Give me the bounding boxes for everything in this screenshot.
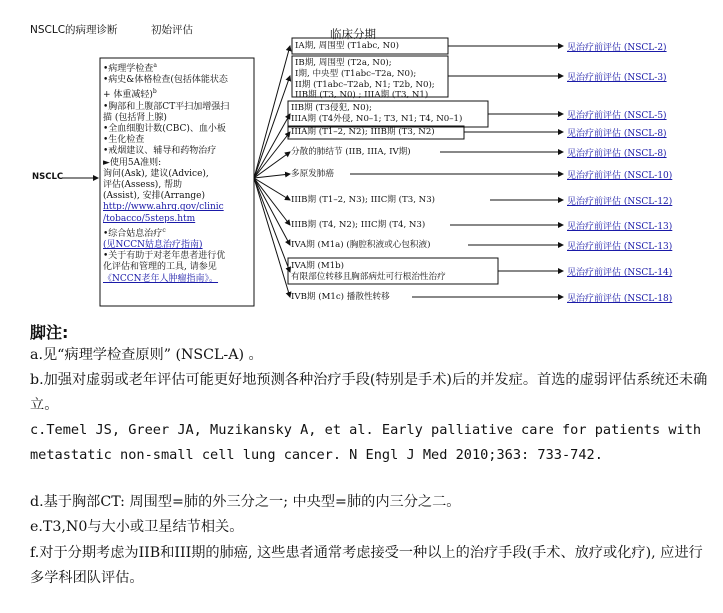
diagnosis-header: NSCLC的病理诊断 (30, 24, 118, 36)
footnote-d: d.基于胸部CT: 周围型=肺的外三分之一; 中央型=肺的内三分之二。 (30, 494, 461, 510)
link-nscl-12[interactable]: 见治疗前评估 (NSCL-12) (567, 197, 673, 207)
stage-iiia-n2: IIIA期 (T1–2, N2); IIIB期 (T3, N2) (291, 127, 435, 137)
list-item: •戒烟建议、辅导和药物治疗 (103, 146, 217, 157)
link-nscl-13b[interactable]: 见治疗前评估 (NSCL-13) (567, 242, 673, 252)
ahrq-link[interactable]: http://www.ahrq.gov/clinic (103, 202, 224, 213)
footnotes-title: 脚注: (30, 323, 69, 342)
list-item: •病史&体格检查(包括体能状态 (103, 75, 228, 86)
list-item: •关于有助于对老年患者进行优 (103, 251, 226, 262)
list-item: •病理学检查$^a$ (103, 62, 157, 74)
list-item: 询问(Ask), 建议(Advice), (103, 168, 209, 179)
list-item: ►使用5A准则: (103, 157, 162, 168)
list-item: •综合姑息治疗$^c$ (103, 226, 166, 239)
palliative-guideline-link[interactable]: (见NCCN姑息治疗指南) (103, 240, 203, 251)
link-nscl-10[interactable]: 见治疗前评估 (NSCL-10) (567, 171, 673, 181)
footnote-e: e.T3,N0与大小或卫星结节相关。 (30, 519, 244, 535)
stage-iib-invasion: IIB期 (T3侵犯, N0); IIIA期 (T4外侵, N0–1; T3, N1; T4, N0–1) (291, 103, 463, 124)
link-nscl-2[interactable]: 见治疗前评估 (NSCL-2) (567, 43, 667, 53)
stage-ia: IA期, 周围型 (T1abc, N0) (295, 41, 399, 51)
stage-iva-m1b: IVA期 (M1b) 有限部位转移且胸部病灶可行根治性治疗 (291, 261, 446, 282)
list-item: 评估(Assess), 帮助 (103, 180, 183, 191)
stage-iiib-t4: IIIB期 (T4, N2); IIIC期 (T4, N3) (291, 220, 426, 230)
geriatric-guideline-link[interactable]: 《NCCN老年人肿瘤指南》。 (103, 273, 219, 284)
ahrq-link-cont[interactable]: /tobacco/5steps.htm (103, 213, 196, 224)
initial-eval-header: 初始评估 (151, 24, 193, 36)
footnote-c: c.Temel JS, Greer JA, Muzikansky A, et al. Early palliative care for patients with metastatic non-small cell lung cancer. N Engl J Med 2010;363: 733-742. (30, 422, 702, 463)
link-nscl-8[interactable]: 见治疗前评估 (NSCL-8) (567, 129, 667, 139)
stage-separate-nodules: 分散的肺结节 (IIB, IIIA, IV期) (291, 147, 411, 157)
footnote-f: f.对于分期考虑为IIB和III期的肺癌, 这些患者通常考虑接受一种以上的治疗手段(手术、放疗或化疗), 应进行多学科团队评估。 (30, 545, 703, 586)
footnote-b: b.加强对虚弱或老年评估可能更好地预测各种治疗手段(特别是手术)后的并发症。首选的虚弱评估系统还未确立。 (30, 372, 708, 413)
clinical-stage-header: 临床分期 (330, 27, 376, 41)
initial-eval-list (103, 60, 229, 285)
link-nscl-5[interactable]: 见治疗前评估 (NSCL-5) (567, 111, 667, 121)
link-nscl-8b[interactable]: 见治疗前评估 (NSCL-8) (567, 149, 667, 159)
link-nscl-13[interactable]: 见治疗前评估 (NSCL-13) (567, 222, 673, 232)
stage-ivb: IVB期 (M1c) 播散性转移 (291, 292, 390, 302)
list-item: •全血细胞计数(CBC)、血小板 (103, 124, 226, 135)
list-item: •生化检查 (103, 135, 145, 146)
stage-iiib-n3: IIIB期 (T1–2, N3); IIIC期 (T3, N3) (291, 195, 436, 205)
link-nscl-3[interactable]: 见治疗前评估 (NSCL-3) (567, 73, 667, 83)
list-item: •胸部和上腹部CT平扫加增强扫 (103, 101, 230, 112)
link-nscl-14[interactable]: 见治疗前评估 (NSCL-14) (567, 268, 673, 278)
list-item: + 体重减轻)$^b$ (103, 88, 157, 101)
list-item: 化评估和管理的工具, 请参见 (103, 262, 217, 273)
list-item: 描 (包括肾上腺) (103, 112, 167, 123)
list-item: (Assist), 安排(Arrange) (103, 191, 205, 202)
nsclc-root-label: NSCLC (32, 172, 64, 182)
stage-ib-group: IB期, 周围型 (T2a, N0); I期, 中央型 (T1abc–T2a, N0); II期 (T1abc–T2ab, N1; T2b, N0); IIB期 (T3, N0) ; IIIA期 (T3, N1) (295, 58, 435, 101)
link-nscl-18[interactable]: 见治疗前评估 (NSCL-18) (567, 294, 673, 304)
stage-iva-m1a: IVA期 (M1a) (胸腔积液或心包积液) (291, 240, 431, 250)
stage-multiple-primary: 多原发肺癌 (291, 169, 334, 179)
footnote-a: a.见“病理学检查原则” (NSCL-A) 。 (30, 347, 263, 363)
